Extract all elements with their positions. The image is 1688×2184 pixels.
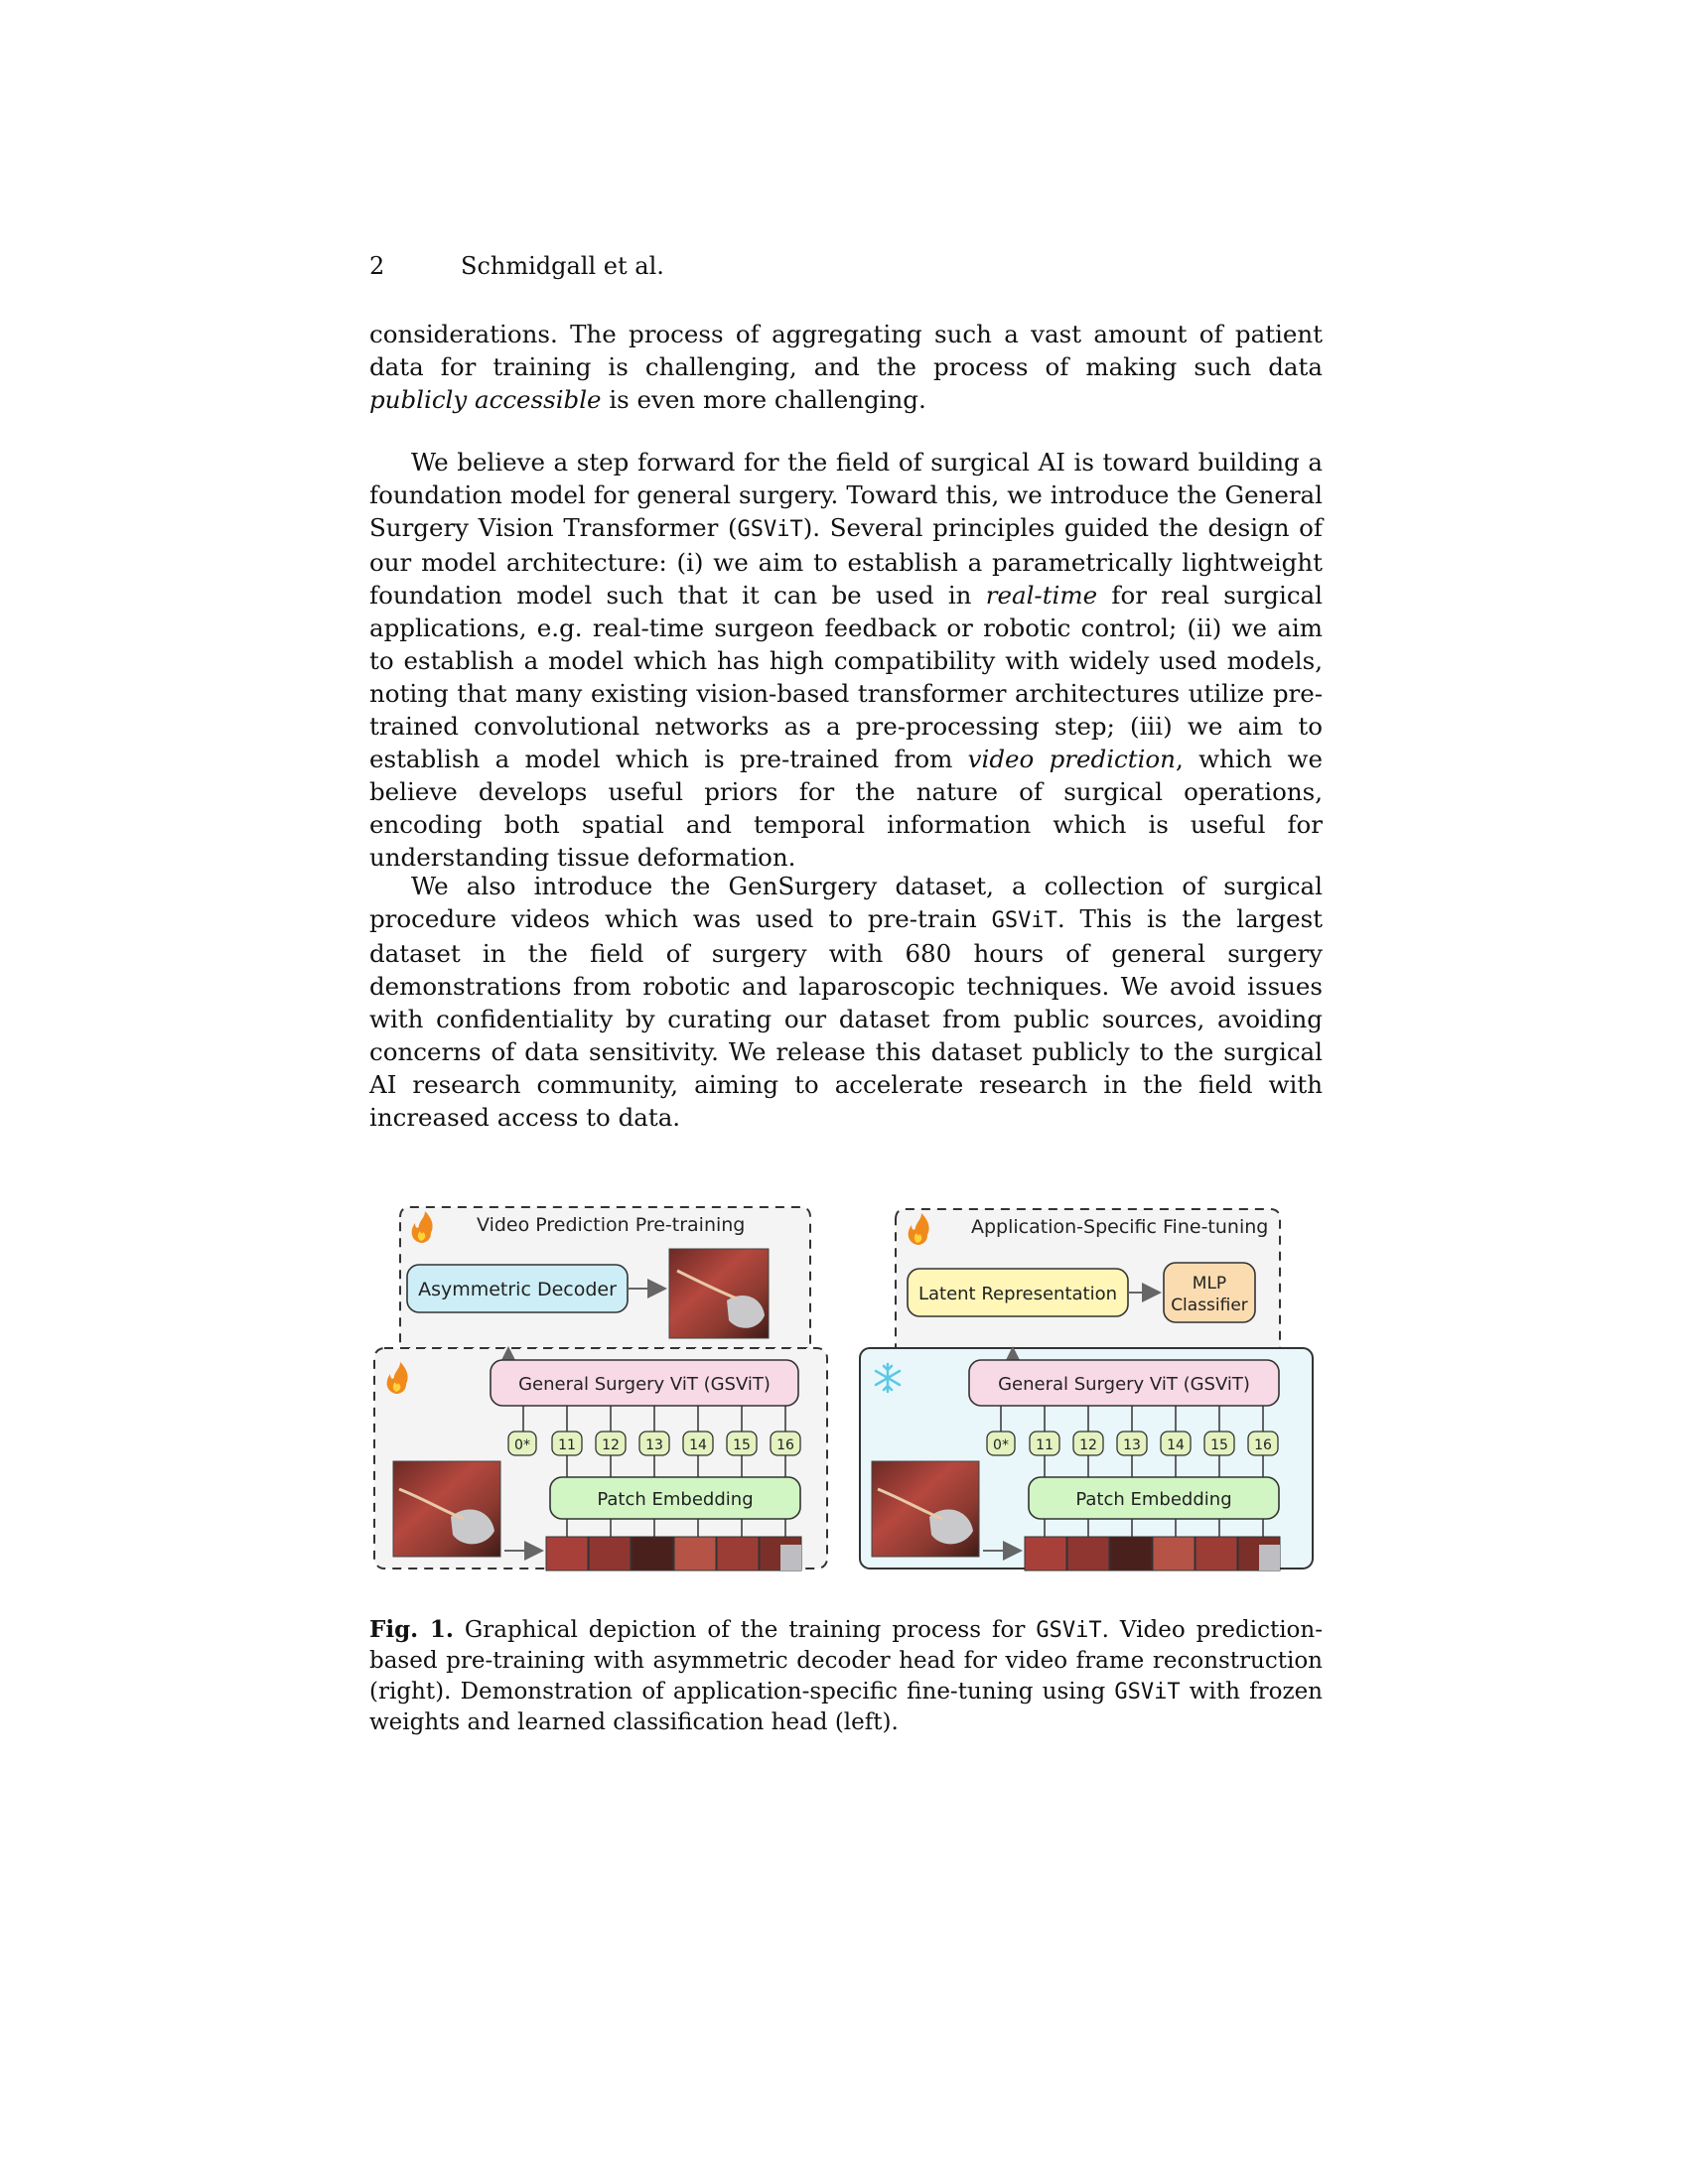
patch-embedding-label: Patch Embedding	[597, 1489, 754, 1510]
text-run: Graphical depiction of the training process for	[453, 1617, 1037, 1643]
reconstructed-frame-image	[669, 1249, 769, 1338]
model-code-name: GSViT	[1036, 1618, 1102, 1643]
text-run: for real surgical applications, e.g. real-time surgeon feedback or robotic control; (ii) we aim to establish a model which has high compatibility with widely used models, noting that many existing vision-based transformer architectures utilize pre-trained convolutional networks as a pre-processing step; (iii) we aim to establish a model which is pre-trained from	[369, 581, 1323, 773]
text-run: . This is the largest dataset in the field of surgery with 680 hours of general surgery demonstrations from robotic and laparoscopic techniques. We avoid issues with confidentiality by curating our dataset from public sources, avoiding concerns of data sensitivity. We release this dataset publicly to the surgical AI research community, aiming to accelerate research in the field with increased access to data.	[369, 904, 1323, 1132]
token-label: 13	[1123, 1437, 1141, 1453]
latent-label: Latent Representation	[917, 1284, 1118, 1304]
token-label: 11	[1036, 1437, 1054, 1453]
figure-1	[369, 1201, 1323, 1598]
paragraph-2	[369, 446, 1323, 874]
running-header	[369, 250, 664, 282]
emphasis: video prediction	[967, 745, 1176, 773]
decoder-label: Asymmetric Decoder	[418, 1279, 617, 1300]
text-run: ). Several principles guided the design of our model architecture: (i) we aim to establish a parametrically lightweight foundation model such that it can be used in	[369, 513, 1323, 610]
left-panel	[374, 1207, 827, 1570]
text-run: considerations. The process of aggregating such a vast amount of patient data for training is challenging, and the process of making such data	[369, 320, 1323, 381]
figure-caption	[369, 1614, 1323, 1738]
token-label: 14	[1167, 1437, 1185, 1453]
patch-embedding-label: Patch Embedding	[1075, 1489, 1232, 1510]
model-code-name: GSViT	[737, 517, 803, 542]
text-run: . Video prediction-based pre-training with asymmetric decoder head for video frame reconstruction (right). Demonstration of application-specific fine-tuning using	[369, 1617, 1323, 1705]
text-run: We also introduce the GenSurgery dataset, a collection of surgical procedure videos which was used to pre-train	[369, 872, 1323, 933]
gsvit-label: General Surgery ViT (GSViT)	[998, 1374, 1250, 1395]
input-frame-image	[872, 1461, 979, 1557]
token-label: 11	[558, 1437, 576, 1453]
token-label: 0*	[993, 1437, 1009, 1453]
token-label: 12	[1079, 1437, 1097, 1453]
paragraph-1	[369, 318, 1323, 416]
token-label: 12	[602, 1437, 620, 1453]
token-label: 16	[1254, 1437, 1272, 1453]
model-code-name: GSViT	[991, 908, 1057, 933]
caption-label: Fig. 1.	[369, 1616, 454, 1643]
emphasis: publicly accessible	[369, 385, 602, 414]
running-authors: Schmidgall et al.	[461, 252, 664, 280]
token-label: 15	[1210, 1437, 1228, 1453]
token-label: 13	[645, 1437, 663, 1453]
token-label: 16	[776, 1437, 794, 1453]
emphasis: real-time	[985, 581, 1098, 610]
text-run: , which we believe develops useful priors for the nature of surgical operations, encoding both spatial and temporal information which is useful for understanding tissue deformation.	[369, 745, 1324, 872]
page-number: 2	[369, 252, 385, 280]
right-panel	[860, 1209, 1313, 1570]
patch-strip	[546, 1537, 801, 1570]
token-label: 15	[733, 1437, 751, 1453]
text-run: with frozen weights and learned classification head (left).	[369, 1679, 1323, 1735]
token-label: 0*	[514, 1437, 530, 1453]
paragraph-3	[369, 870, 1323, 1134]
token-label: 14	[689, 1437, 707, 1453]
text-run: We believe a step forward for the field of surgical AI is toward building a foundation model for general surgery. Toward this, we introduce the General Surgery Vision Transformer (	[369, 448, 1323, 542]
panel-title: Video Prediction Pre-training	[477, 1214, 746, 1236]
panel-title: Application-Specific Fine-tuning	[971, 1216, 1269, 1238]
input-frame-image	[393, 1461, 500, 1557]
gsvit-label: General Surgery ViT (GSViT)	[518, 1374, 771, 1395]
text-run: is even more challenging.	[601, 385, 926, 414]
patch-strip	[1025, 1537, 1280, 1570]
classifier-label: Classifier	[1171, 1296, 1248, 1315]
model-code-name: GSViT	[1114, 1680, 1181, 1705]
mlp-label: MLP	[1192, 1274, 1227, 1294]
